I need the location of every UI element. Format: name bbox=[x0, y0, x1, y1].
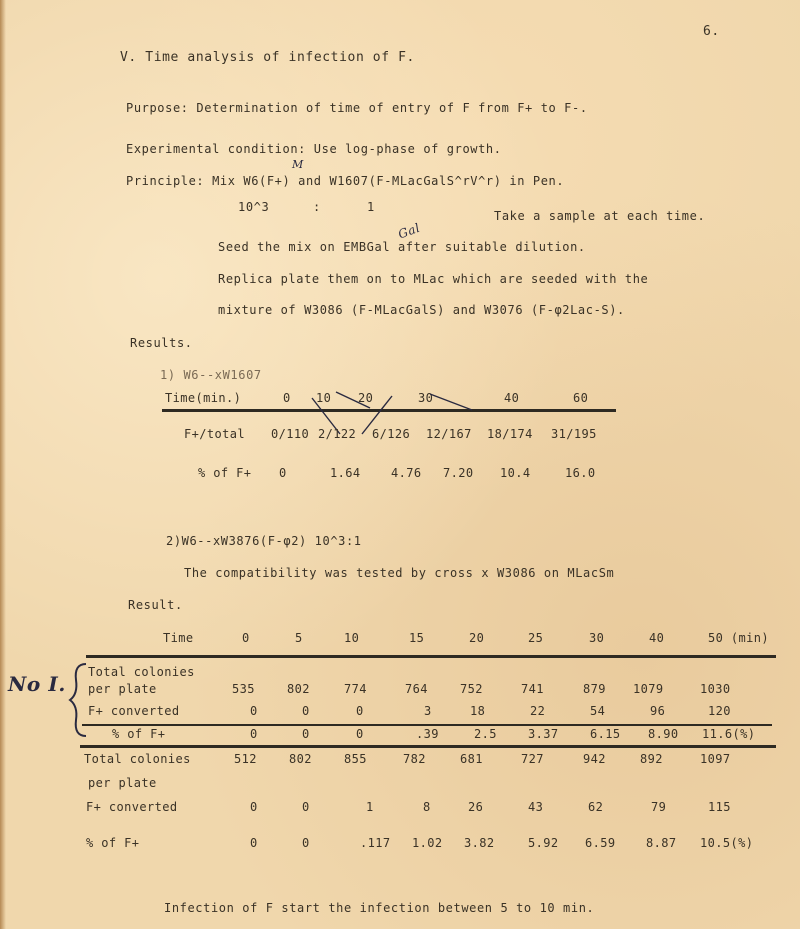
exp1-pct-row bbox=[0, 466, 800, 484]
set2-conv-cell: 1 bbox=[366, 800, 374, 814]
set2-pct-cell: 3.82 bbox=[464, 836, 495, 850]
set2-conv-label: F+ converted bbox=[86, 800, 178, 814]
set1-pct-cell: 2.5 bbox=[474, 727, 497, 741]
exp1-time-label: Time(min.) bbox=[165, 391, 242, 405]
set1-total-cell: 741 bbox=[521, 682, 544, 696]
pen-stroke bbox=[430, 394, 472, 410]
exp2-result-label: Result. bbox=[128, 598, 183, 612]
exp1-pct-cell: 1.64 bbox=[330, 466, 361, 480]
seed-line: Seed the mix on EMBGal after suitable dilution. bbox=[218, 240, 586, 254]
set1-pct-cell: 8.90 bbox=[648, 727, 679, 741]
page-number: 6. bbox=[703, 24, 720, 39]
set1-conv-cell: 0 bbox=[356, 704, 364, 718]
exp2-time-label: Time bbox=[163, 631, 194, 645]
set2-total-row bbox=[0, 752, 800, 770]
conclusion-line: Infection of F start the infection between 5 to 10 min. bbox=[164, 901, 595, 915]
ratio-left: 10^3 bbox=[238, 200, 270, 214]
exp1-ratio-cell: 0/110 bbox=[271, 427, 310, 441]
set2-total-cell: 681 bbox=[460, 752, 483, 766]
exp2-header-rule bbox=[86, 655, 776, 658]
exp1-pct-cell: 10.4 bbox=[500, 466, 531, 480]
exp2-time-cell: 15 bbox=[409, 631, 425, 645]
set1-total-cell: 1079 bbox=[633, 682, 664, 696]
set2-total-cell: 802 bbox=[289, 752, 312, 766]
set2-pct-cell: 1.02 bbox=[412, 836, 443, 850]
set1-bottom-rule bbox=[80, 745, 776, 748]
set1-total-label-row bbox=[0, 665, 800, 683]
principle-annotation: M bbox=[292, 158, 304, 171]
set1-pct-row bbox=[0, 727, 800, 745]
set1-conv-cell: 0 bbox=[302, 704, 310, 718]
set2-total-cell: 727 bbox=[521, 752, 544, 766]
set1-pct-label: % of F+ bbox=[112, 727, 166, 741]
set1-pct-cell: 11.6(%) bbox=[702, 727, 756, 741]
exp1-label: 1) W6--xW1607 bbox=[160, 368, 262, 382]
exp2-time-cell: 10 bbox=[344, 631, 360, 645]
principle-line: Principle: Mix W6(F+) and W1607(F-MLacGalS^rV^r) in Pen. bbox=[126, 174, 565, 188]
exp2-label: 2)W6--xW3876(F-φ2) 10^3:1 bbox=[166, 534, 362, 548]
exp1-ratio-cell: 18/174 bbox=[487, 427, 533, 441]
ratio-colon: : bbox=[313, 200, 321, 214]
set2-conv-cell: 26 bbox=[468, 800, 484, 814]
set2-pct-cell: 0 bbox=[250, 836, 258, 850]
set2-pct-cell: 8.87 bbox=[646, 836, 677, 850]
set1-pct-cell: 0 bbox=[302, 727, 310, 741]
exp2-time-cell: 30 bbox=[589, 631, 605, 645]
set2-pct-cell: 5.92 bbox=[528, 836, 559, 850]
set2-total-cell: 855 bbox=[344, 752, 367, 766]
set2-total-label: Total colonies bbox=[84, 752, 191, 766]
set1-total-cell: 752 bbox=[460, 682, 483, 696]
set1-mid-rule bbox=[82, 724, 772, 726]
exp1-ratio-cell: 12/167 bbox=[426, 427, 472, 441]
purpose-line: Purpose: Determination of time of entry of F from F+ to F-. bbox=[126, 101, 588, 115]
exp1-pct-label: % of F+ bbox=[198, 466, 252, 480]
set2-conv-cell: 79 bbox=[651, 800, 667, 814]
exp2-time-cell: 40 bbox=[649, 631, 665, 645]
set1-total-cell: 764 bbox=[405, 682, 428, 696]
exp2-time-cell: 50 (min) bbox=[708, 631, 769, 645]
set2-pct-cell: 6.59 bbox=[585, 836, 616, 850]
set2-pct-row bbox=[0, 836, 800, 854]
set2-total-cell: 892 bbox=[640, 752, 663, 766]
exp1-ratio-cell: 2/122 bbox=[318, 427, 357, 441]
set1-pct-cell: 0 bbox=[356, 727, 364, 741]
set2-total-cell: 512 bbox=[234, 752, 257, 766]
exp2-time-cell: 25 bbox=[528, 631, 544, 645]
exp1-time-cell: 20 bbox=[358, 391, 374, 405]
set1-total-label: Total colonies bbox=[88, 665, 195, 679]
exp1-time-cell: 30 bbox=[418, 391, 434, 405]
set2-pct-cell: 0 bbox=[302, 836, 310, 850]
set2-conv-row bbox=[0, 800, 800, 818]
exp1-pct-cell: 0 bbox=[279, 466, 287, 480]
exp1-pct-cell: 4.76 bbox=[391, 466, 422, 480]
exp2-time-row bbox=[0, 631, 800, 649]
set1-conv-cell: 96 bbox=[650, 704, 666, 718]
set2-conv-cell: 8 bbox=[423, 800, 431, 814]
set1-total-cell: 1030 bbox=[700, 682, 731, 696]
set2-total-label-row bbox=[0, 776, 800, 794]
set1-total-label-2: per plate bbox=[88, 682, 157, 696]
set1-total-cell: 802 bbox=[287, 682, 310, 696]
set2-conv-cell: 0 bbox=[250, 800, 258, 814]
results-label: Results. bbox=[130, 336, 193, 350]
exp2-time-cell: 20 bbox=[469, 631, 485, 645]
set1-conv-cell: 3 bbox=[424, 704, 432, 718]
set1-conv-cell: 54 bbox=[590, 704, 606, 718]
exp1-pct-cell: 7.20 bbox=[443, 466, 474, 480]
set1-pct-cell: .39 bbox=[416, 727, 439, 741]
seed-annotation: Gal bbox=[396, 220, 423, 242]
set1-conv-cell: 22 bbox=[530, 704, 546, 718]
set1-total-cell: 535 bbox=[232, 682, 255, 696]
set1-total-cell: 879 bbox=[583, 682, 606, 696]
set1-pct-cell: 0 bbox=[250, 727, 258, 741]
exp2-time-cell: 0 bbox=[242, 631, 250, 645]
exp1-ratio-row bbox=[0, 427, 800, 445]
replica-line: Replica plate them on to MLac which are seeded with the bbox=[218, 272, 649, 286]
pen-stroke bbox=[336, 392, 370, 408]
exp1-time-cell: 0 bbox=[283, 391, 291, 405]
set2-pct-cell: 10.5(%) bbox=[700, 836, 754, 850]
set2-total-label-2: per plate bbox=[88, 776, 157, 790]
exp1-ratio-cell: 6/126 bbox=[372, 427, 411, 441]
take-sample-line: Take a sample at each time. bbox=[494, 209, 706, 223]
set1-pct-cell: 3.37 bbox=[528, 727, 559, 741]
set2-total-cell: 782 bbox=[403, 752, 426, 766]
exp1-pct-cell: 16.0 bbox=[565, 466, 596, 480]
exp2-time-cell: 5 bbox=[295, 631, 303, 645]
set1-total-row bbox=[0, 682, 800, 700]
exp1-ratio-label: F+/total bbox=[184, 427, 245, 441]
exp1-time-cell: 40 bbox=[504, 391, 520, 405]
set2-pct-cell: .117 bbox=[360, 836, 391, 850]
set2-total-cell: 942 bbox=[583, 752, 606, 766]
mixture-line: mixture of W3086 (F-MLacGalS) and W3076 (F-φ2Lac-S). bbox=[218, 303, 625, 317]
set1-conv-cell: 18 bbox=[470, 704, 486, 718]
set1-conv-label: F+ converted bbox=[88, 704, 180, 718]
set2-conv-cell: 62 bbox=[588, 800, 604, 814]
exp1-time-cell: 60 bbox=[573, 391, 589, 405]
set2-pct-label: % of F+ bbox=[86, 836, 140, 850]
exp1-time-cell: 10 bbox=[316, 391, 332, 405]
set1-conv-row bbox=[0, 704, 800, 722]
set2-total-cell: 1097 bbox=[700, 752, 731, 766]
set2-conv-cell: 115 bbox=[708, 800, 731, 814]
section-title: V. Time analysis of infection of F. bbox=[120, 50, 415, 65]
exp2-compat-line: The compatibility was tested by cross x W3086 on MLacSm bbox=[184, 566, 615, 580]
set1-conv-cell: 0 bbox=[250, 704, 258, 718]
set1-total-cell: 774 bbox=[344, 682, 367, 696]
ratio-right: 1 bbox=[367, 200, 375, 214]
group-mark: No I. bbox=[8, 672, 66, 696]
set2-conv-cell: 43 bbox=[528, 800, 544, 814]
exp1-ratio-cell: 31/195 bbox=[551, 427, 597, 441]
condition-line: Experimental condition: Use log-phase of growth. bbox=[126, 142, 502, 156]
set1-conv-cell: 120 bbox=[708, 704, 731, 718]
set2-conv-cell: 0 bbox=[302, 800, 310, 814]
set1-pct-cell: 6.15 bbox=[590, 727, 621, 741]
